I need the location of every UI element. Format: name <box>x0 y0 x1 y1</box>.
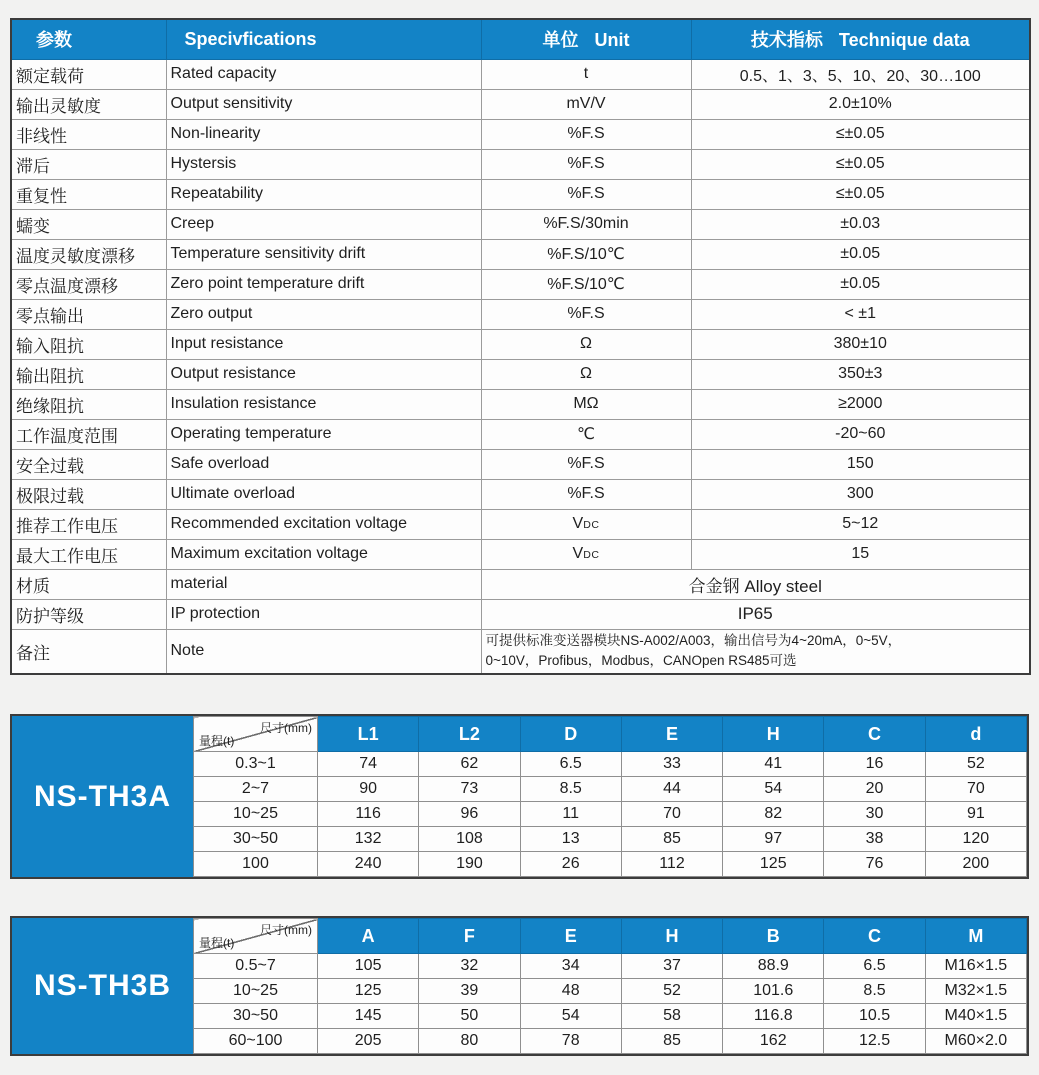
spec-row <box>11 539 1030 569</box>
range-cell: 10~25 <box>194 802 318 827</box>
param-cell: 滞后 <box>11 149 166 179</box>
specification-cell: Zero point temperature drift <box>166 269 481 299</box>
dim-column-header: B <box>723 919 824 954</box>
dim-value-cell: 240 <box>318 852 419 877</box>
unit-cell: Ω <box>481 359 691 389</box>
spec-row <box>11 629 1030 674</box>
spec-row <box>11 389 1030 419</box>
header-specifications: Specivfications <box>166 19 481 59</box>
technique-data-cell: 15 <box>691 539 1030 569</box>
header-technique-data <box>691 19 1030 59</box>
range-cell: 10~25 <box>194 979 318 1004</box>
dim-row <box>194 1029 1027 1054</box>
param-cell: 绝缘阻抗 <box>11 389 166 419</box>
param-cell: 非线性 <box>11 119 166 149</box>
corner-label-range: 量程(t) <box>199 936 235 951</box>
note-line: 0~10V，Profibus，Modbus，CANOpen RS485可选 <box>485 653 797 669</box>
spec-row <box>11 149 1030 179</box>
dim-row <box>194 802 1027 827</box>
unit-cell: %F.S <box>481 179 691 209</box>
unit-cell: %F.S/10℃ <box>481 239 691 269</box>
param-cell: 零点温度漂移 <box>11 269 166 299</box>
specification-cell: material <box>166 569 481 599</box>
specification-cell: IP protection <box>166 599 481 629</box>
dim-value-cell: M40×1.5 <box>925 1004 1026 1029</box>
dim-row <box>194 852 1027 877</box>
dim-value-cell: 52 <box>925 752 1026 777</box>
dim-column-header: C <box>824 919 925 954</box>
dim-value-cell: 44 <box>621 777 722 802</box>
param-cell: 极限过载 <box>11 479 166 509</box>
dim-column-header: E <box>520 919 621 954</box>
corner-header-cell <box>194 919 318 954</box>
unit-cell: mV/V <box>481 89 691 119</box>
dim-value-cell: 116 <box>318 802 419 827</box>
dim-value-cell: 26 <box>520 852 621 877</box>
unit-cell: MΩ <box>481 389 691 419</box>
dim-value-cell: M60×2.0 <box>925 1029 1026 1054</box>
dim-value-cell: 52 <box>621 979 722 1004</box>
dim-value-cell: 145 <box>318 1004 419 1029</box>
spec-row <box>11 239 1030 269</box>
dim-value-cell: 97 <box>723 827 824 852</box>
dim-value-cell: 101.6 <box>723 979 824 1004</box>
param-cell: 防护等级 <box>11 599 166 629</box>
dim-value-cell: 80 <box>419 1029 520 1054</box>
dim-value-cell: 88.9 <box>723 954 824 979</box>
spec-table <box>10 18 1031 675</box>
specification-cell: Rated capacity <box>166 59 481 89</box>
range-cell: 100 <box>194 852 318 877</box>
dim-value-cell: 132 <box>318 827 419 852</box>
spec-row <box>11 269 1030 299</box>
range-cell: 0.3~1 <box>194 752 318 777</box>
corner-label-size: 尺寸(mm) <box>260 923 312 938</box>
spec-row <box>11 449 1030 479</box>
param-cell: 安全过载 <box>11 449 166 479</box>
unit-cell: %F.S <box>481 299 691 329</box>
dim-value-cell: 74 <box>318 752 419 777</box>
specification-cell: Maximum excitation voltage <box>166 539 481 569</box>
technique-data-cell: ≤±0.05 <box>691 119 1030 149</box>
dim-value-cell: 39 <box>419 979 520 1004</box>
spec-row <box>11 299 1030 329</box>
specification-cell: Operating temperature <box>166 419 481 449</box>
corner-header-cell <box>194 717 318 752</box>
header-unit-en: Unit <box>594 30 630 51</box>
dim-column-header: E <box>621 717 722 752</box>
param-cell: 备注 <box>11 629 166 674</box>
dim-value-cell: 125 <box>318 979 419 1004</box>
specification-cell: Output sensitivity <box>166 89 481 119</box>
header-unit <box>481 19 691 59</box>
spec-row <box>11 209 1030 239</box>
unit-cell: VDC <box>481 539 691 569</box>
unit-cell: t <box>481 59 691 89</box>
corner-label-size: 尺寸(mm) <box>260 721 312 736</box>
dim-value-cell: 190 <box>419 852 520 877</box>
dim-row <box>194 1004 1027 1029</box>
dim-row <box>194 954 1027 979</box>
dim-value-cell: 6.5 <box>824 954 925 979</box>
unit-cell: %F.S/30min <box>481 209 691 239</box>
dim-value-cell: M16×1.5 <box>925 954 1026 979</box>
unit-subscript: DC <box>583 549 600 561</box>
technique-data-cell: ±0.03 <box>691 209 1030 239</box>
dim-value-cell: 85 <box>621 1029 722 1054</box>
dim-value-cell: 96 <box>419 802 520 827</box>
dim-value-cell: 41 <box>723 752 824 777</box>
spec-row <box>11 59 1030 89</box>
dim-value-cell: 62 <box>419 752 520 777</box>
spec-row <box>11 179 1030 209</box>
dimension-grid <box>193 716 1027 877</box>
dim-row <box>194 979 1027 1004</box>
dim-value-cell: 120 <box>925 827 1026 852</box>
spec-row <box>11 569 1030 599</box>
header-technique-en: Technique data <box>838 30 970 51</box>
dim-value-cell: M32×1.5 <box>925 979 1026 1004</box>
note-line: 可提供标准变送器模块NS-A002/A003，输出信号为4~20mA，0~5V， <box>485 632 902 648</box>
merged-value-cell: IP65 <box>481 599 1030 629</box>
spec-row <box>11 119 1030 149</box>
technique-data-cell: ≤±0.05 <box>691 179 1030 209</box>
specification-cell: Recommended excitation voltage <box>166 509 481 539</box>
dimension-grid <box>193 918 1027 1054</box>
technique-data-cell: ±0.05 <box>691 269 1030 299</box>
specification-cell: Insulation resistance <box>166 389 481 419</box>
merged-value-cell: 合金钢 Alloy steel <box>481 569 1030 599</box>
model-label: NS-TH3A <box>12 716 193 877</box>
technique-data-cell: 5~12 <box>691 509 1030 539</box>
dim-value-cell: 112 <box>621 852 722 877</box>
specification-cell: Input resistance <box>166 329 481 359</box>
specification-cell: Zero output <box>166 299 481 329</box>
technique-data-cell: 350±3 <box>691 359 1030 389</box>
spec-row <box>11 329 1030 359</box>
dim-value-cell: 37 <box>621 954 722 979</box>
unit-subscript: DC <box>583 519 600 531</box>
dim-value-cell: 33 <box>621 752 722 777</box>
range-cell: 60~100 <box>194 1029 318 1054</box>
dim-column-header: A <box>318 919 419 954</box>
param-cell: 零点输出 <box>11 299 166 329</box>
technique-data-cell: 300 <box>691 479 1030 509</box>
dim-value-cell: 82 <box>723 802 824 827</box>
header-unit-zh: 单位 <box>542 30 579 51</box>
specification-cell: Non-linearity <box>166 119 481 149</box>
technique-data-cell: < ±1 <box>691 299 1030 329</box>
dim-value-cell: 38 <box>824 827 925 852</box>
spec-row <box>11 599 1030 629</box>
dim-value-cell: 73 <box>419 777 520 802</box>
range-cell: 2~7 <box>194 777 318 802</box>
dim-row <box>194 777 1027 802</box>
dim-value-cell: 90 <box>318 777 419 802</box>
dim-value-cell: 85 <box>621 827 722 852</box>
unit-cell: Ω <box>481 329 691 359</box>
unit-cell: %F.S <box>481 479 691 509</box>
header-technique-zh: 技术指标 <box>750 30 823 51</box>
dim-value-cell: 162 <box>723 1029 824 1054</box>
unit-cell: %F.S/10℃ <box>481 269 691 299</box>
technique-data-cell: -20~60 <box>691 419 1030 449</box>
dim-value-cell: 58 <box>621 1004 722 1029</box>
param-cell: 推荐工作电压 <box>11 509 166 539</box>
dim-header-row <box>194 717 1027 752</box>
dim-column-header: M <box>925 919 1026 954</box>
note-merged-cell <box>481 629 1030 674</box>
specification-cell: Ultimate overload <box>166 479 481 509</box>
specification-cell: Creep <box>166 209 481 239</box>
specification-cell: Note <box>166 629 481 674</box>
specification-cell: Temperature sensitivity drift <box>166 239 481 269</box>
spec-row <box>11 479 1030 509</box>
technique-data-cell: 380±10 <box>691 329 1030 359</box>
param-cell: 额定载荷 <box>11 59 166 89</box>
dim-column-header: F <box>419 919 520 954</box>
dimension-table-NS-TH3B <box>10 916 1029 1056</box>
dim-value-cell: 116.8 <box>723 1004 824 1029</box>
spec-row <box>11 89 1030 119</box>
unit-cell: %F.S <box>481 449 691 479</box>
technique-data-cell: ≥2000 <box>691 389 1030 419</box>
dim-value-cell: 6.5 <box>520 752 621 777</box>
dim-value-cell: 8.5 <box>824 979 925 1004</box>
dim-value-cell: 108 <box>419 827 520 852</box>
spec-row <box>11 419 1030 449</box>
dim-value-cell: 10.5 <box>824 1004 925 1029</box>
specification-cell: Output resistance <box>166 359 481 389</box>
spec-row <box>11 359 1030 389</box>
unit-cell: %F.S <box>481 149 691 179</box>
dim-row <box>194 827 1027 852</box>
dim-value-cell: 105 <box>318 954 419 979</box>
range-cell: 30~50 <box>194 827 318 852</box>
param-cell: 输出灵敏度 <box>11 89 166 119</box>
param-cell: 输出阻抗 <box>11 359 166 389</box>
dim-value-cell: 91 <box>925 802 1026 827</box>
dim-value-cell: 70 <box>925 777 1026 802</box>
specification-cell: Safe overload <box>166 449 481 479</box>
dim-value-cell: 54 <box>723 777 824 802</box>
param-cell: 材质 <box>11 569 166 599</box>
header-param: 参数 <box>11 19 166 59</box>
spec-row <box>11 509 1030 539</box>
dim-value-cell: 11 <box>520 802 621 827</box>
dim-value-cell: 32 <box>419 954 520 979</box>
dim-value-cell: 30 <box>824 802 925 827</box>
dim-value-cell: 16 <box>824 752 925 777</box>
technique-data-cell: ±0.05 <box>691 239 1030 269</box>
specification-cell: Repeatability <box>166 179 481 209</box>
dim-value-cell: 34 <box>520 954 621 979</box>
param-cell: 蠕变 <box>11 209 166 239</box>
range-cell: 0.5~7 <box>194 954 318 979</box>
unit-cell: ℃ <box>481 419 691 449</box>
dim-value-cell: 76 <box>824 852 925 877</box>
dim-value-cell: 50 <box>419 1004 520 1029</box>
unit-cell: %F.S <box>481 119 691 149</box>
spec-table-body <box>11 59 1030 674</box>
technique-data-cell: 0.5、1、3、5、10、20、30…100 <box>691 59 1030 89</box>
corner-label-range: 量程(t) <box>199 734 235 749</box>
specification-cell: Hystersis <box>166 149 481 179</box>
dim-row <box>194 752 1027 777</box>
dim-value-cell: 54 <box>520 1004 621 1029</box>
spec-table-header-row <box>11 19 1030 59</box>
dim-column-header: d <box>925 717 1026 752</box>
dimension-tables-container <box>10 714 1029 1056</box>
technique-data-cell: ≤±0.05 <box>691 149 1030 179</box>
technique-data-cell: 150 <box>691 449 1030 479</box>
param-cell: 重复性 <box>11 179 166 209</box>
param-cell: 输入阻抗 <box>11 329 166 359</box>
technique-data-cell: 2.0±10% <box>691 89 1030 119</box>
dim-column-header: L1 <box>318 717 419 752</box>
dim-value-cell: 12.5 <box>824 1029 925 1054</box>
dim-value-cell: 70 <box>621 802 722 827</box>
dim-column-header: H <box>723 717 824 752</box>
unit-cell: VDC <box>481 509 691 539</box>
param-cell: 最大工作电压 <box>11 539 166 569</box>
dim-column-header: H <box>621 919 722 954</box>
dim-value-cell: 205 <box>318 1029 419 1054</box>
dim-column-header: D <box>520 717 621 752</box>
dim-value-cell: 8.5 <box>520 777 621 802</box>
model-label: NS-TH3B <box>12 918 193 1054</box>
dim-value-cell: 125 <box>723 852 824 877</box>
dim-column-header: C <box>824 717 925 752</box>
range-cell: 30~50 <box>194 1004 318 1029</box>
param-cell: 工作温度范围 <box>11 419 166 449</box>
dim-value-cell: 13 <box>520 827 621 852</box>
dim-value-cell: 20 <box>824 777 925 802</box>
dim-column-header: L2 <box>419 717 520 752</box>
dim-value-cell: 78 <box>520 1029 621 1054</box>
dim-value-cell: 48 <box>520 979 621 1004</box>
param-cell: 温度灵敏度漂移 <box>11 239 166 269</box>
dim-value-cell: 200 <box>925 852 1026 877</box>
dim-header-row <box>194 919 1027 954</box>
dimension-table-NS-TH3A <box>10 714 1029 879</box>
